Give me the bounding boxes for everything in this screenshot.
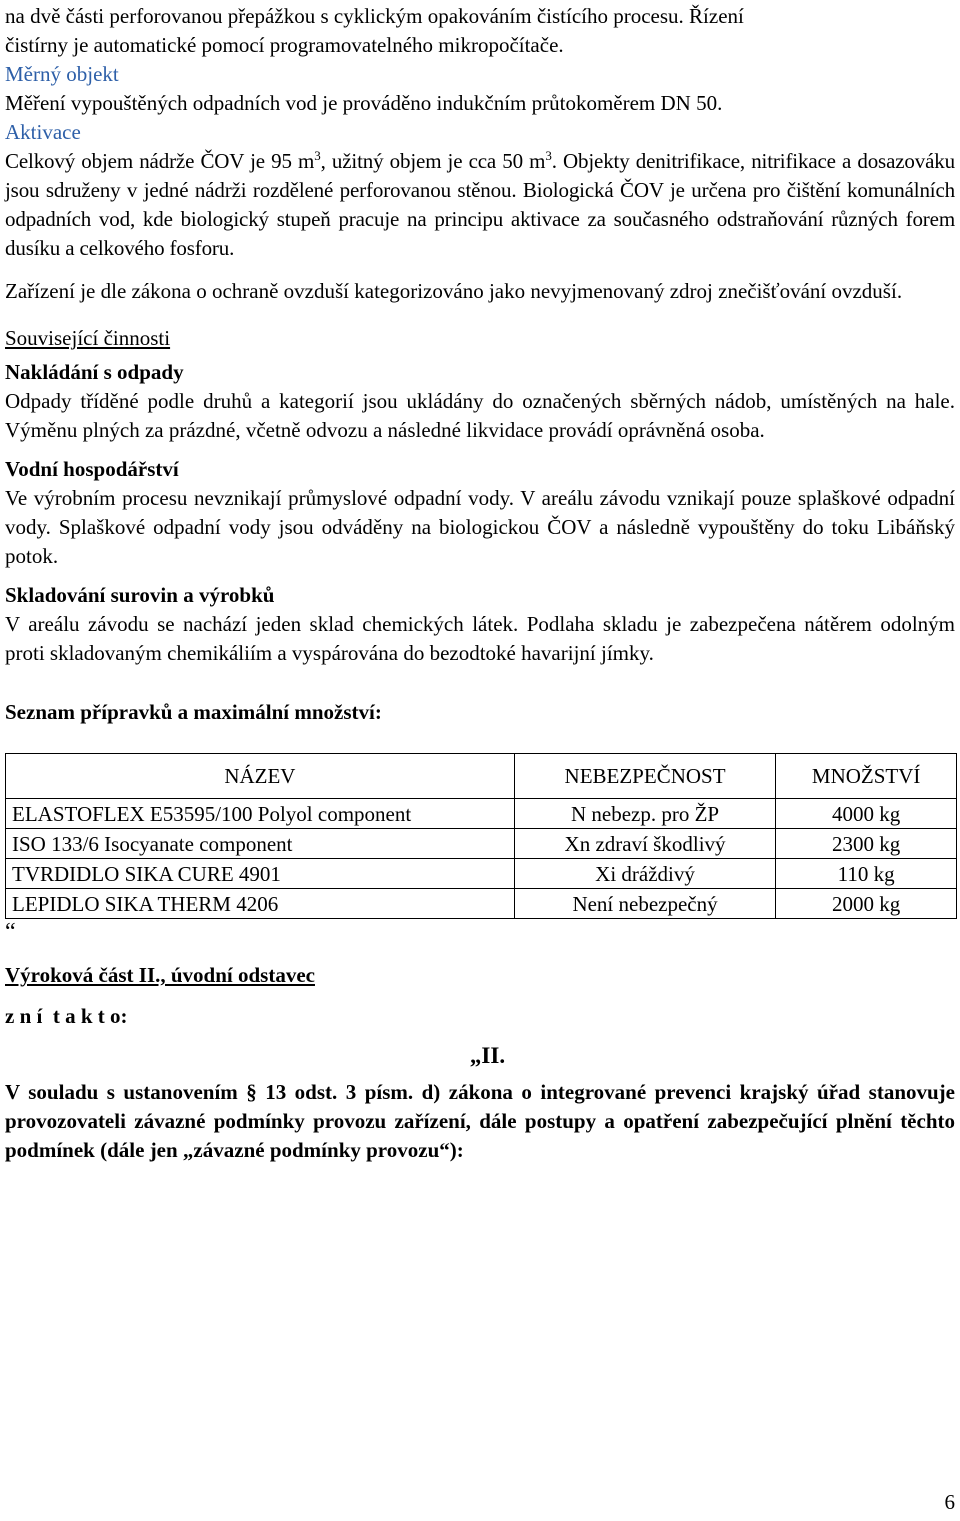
cell-hazard: Xi dráždivý [514,859,776,889]
cell-quantity: 110 kg [776,859,957,889]
heading-merny-objekt: Měrný objekt [5,62,119,86]
znitakto: z n í t a k t o: [5,1004,128,1028]
cell-quantity: 2000 kg [776,889,957,919]
paragraph-v-souladu: V souladu s ustanovením § 13 odst. 3 písm. d) zákona o integrované prevenci krajský úřad stanovuje provozovateli závazné podmínky provozu zařízení, dále postupy a opatření zabezpečující plnění těchto podmínek (dále jen „závazné podmínky provozu“): [5,1080,955,1162]
table-row [6,859,957,889]
heading-vyrokova-cast: Výroková část II., úvodní odstavec [5,963,315,987]
paragraph-merny: Měření vypouštěných odpadních vod je prováděno indukčním průtokoměrem DN 50. [5,91,723,115]
aktivace-text-a: Celkový objem nádrže ČOV je 95 m [5,149,315,173]
paragraph-aktivace [5,147,955,263]
intro-line-2: čistírny je automatické pomocí programovatelného mikropočítače. [5,33,564,57]
aktivace-sup-1: 3 [314,148,321,163]
paragraph-nakladani: Odpady tříděné podle druhů a kategorií jsou ukládány do označených sběrných nádob, umístěných na hale. Výměnu plných za prázdné, včetně odvozu a následné likvidace provádí oprávněná osoba. [5,389,955,442]
cell-hazard: Xn zdraví škodlivý [514,829,776,859]
cell-hazard: Není nebezpečný [514,889,776,919]
cell-quantity: 2300 kg [776,829,957,859]
header-nazev: NÁZEV [6,754,515,799]
aktivace-text-c: . Objekty denitrifikace, nitrifikace a dosazováku jsou sdruženy v jedné nádrži rozdělené perforovanou stěnou. Biologická ČOV je určena pro čištění komunálních odpadních vod, kde biologický stupeň pracuje na principu aktivace za současného odstraňování různých forem dusíku a celkového fosforu. [5,149,955,260]
aktivace-text-b: , užitný objem je cca 50 m [320,149,546,173]
cell-name: LEPIDLO SIKA THERM 4206 [6,889,515,919]
header-nebezpecnost: NEBEZPEČNOST [514,754,776,799]
heading-aktivace: Aktivace [5,120,81,144]
cell-quantity: 4000 kg [776,799,957,829]
table-row [6,799,957,829]
cell-name: ISO 133/6 Isocyanate component [6,829,515,859]
paragraph-vodni: Ve výrobním procesu nevznikají průmyslové odpadní vody. V areálu závodu vznikají pouze splaškové odpadní vody. Splaškové odpadní vody jsou odváděny na biologickou ČOV a následně vypouštěny do toku Libáňský potok. [5,486,955,568]
heading-nakladani-s-odpady: Nakládání s odpady [5,360,184,384]
header-mnozstvi: MNOŽSTVÍ [776,754,957,799]
cell-hazard: N nebezp. pro ŽP [514,799,776,829]
heading-skladovani: Skladování surovin a výrobků [5,583,275,607]
section-roman-ii: „II. [469,1043,506,1068]
heading-vodni-hospodarstvi: Vodní hospodářství [5,457,179,481]
table-row [6,829,957,859]
table-row [6,889,957,919]
preparations-table [5,753,957,919]
heading-seznam-pripravku: Seznam přípravků a maximální množství: [5,700,382,724]
closing-quote: “ [5,919,16,945]
intro-line-1: na dvě části perforovanou přepážkou s cyklickým opakováním čistícího procesu. Řízení [5,4,744,28]
cell-name: TVRDIDLO SIKA CURE 4901 [6,859,515,889]
paragraph-zarizeni: Zařízení je dle zákona o ochraně ovzduší kategorizováno jako nevyjmenovaný zdroj znečišťování ovzduší. [5,279,903,303]
document-page [5,0,955,1165]
aktivace-sup-2: 3 [545,148,552,163]
paragraph-skladovani: V areálu závodu se nachází jeden sklad chemických látek. Podlaha skladu je zabezpečena nátěrem odolným proti skladovaným chemikáliím a vyspárována do bezodtoké havarijní jímky. [5,612,955,665]
table-header-row [6,754,957,799]
heading-souvisejici-cinnosti: Související činnosti [5,326,171,350]
cell-name: ELASTOFLEX E53595/100 Polyol component [6,799,515,829]
page-number: 6 [944,1490,955,1514]
